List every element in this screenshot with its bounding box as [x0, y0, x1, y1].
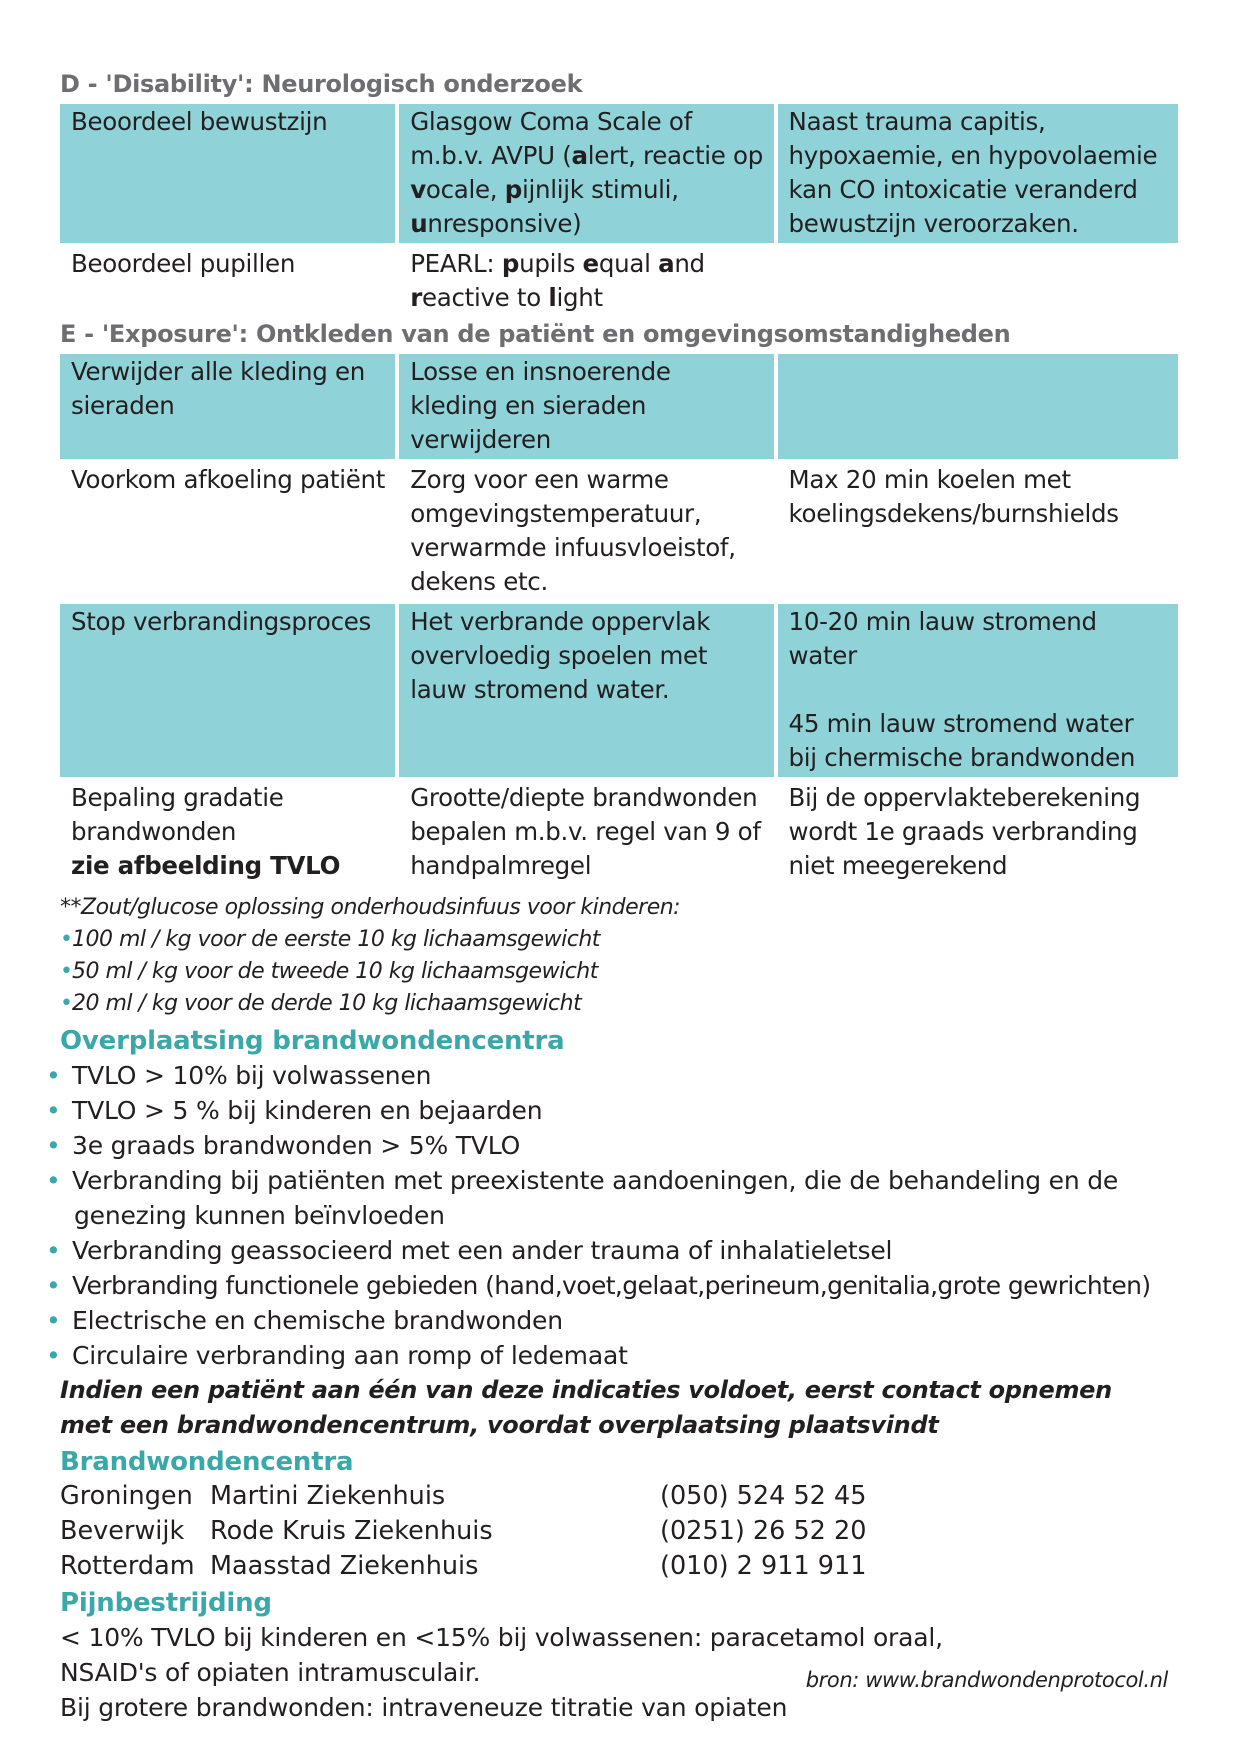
table-cell: Glasgow Coma Scale of m.b.v. AVPU (alert, reactie op vocale, pijnlijk stimuli, unresponsive): [399, 104, 773, 243]
bullet-icon: •: [46, 1271, 61, 1300]
centre-hospital: Maasstad Ziekenhuis: [210, 1551, 479, 1581]
cell-line: Bepaling gradatie brandwonden: [71, 783, 284, 846]
table-row: [60, 780, 1178, 885]
centre-row: [60, 1479, 1190, 1514]
centre-phone: (010) 2 911 911: [660, 1551, 867, 1581]
table-row: [60, 604, 1178, 777]
centres-section: [60, 1445, 1190, 1584]
bullet-icon: •: [60, 959, 73, 984]
list-item: • TVLO > 10% bij volwassenen: [60, 1058, 1190, 1093]
centre-hospital: Martini Ziekenhuis: [210, 1481, 446, 1511]
table-cell: Beoordeel pupillen: [71, 249, 296, 278]
list-item: • 3e graads brandwonden > 5% TVLO: [60, 1128, 1190, 1163]
centre-city: Groningen: [60, 1481, 193, 1511]
table-cell: Voorkom afkoeling patiënt: [71, 465, 386, 494]
table-row: [60, 246, 1178, 317]
table-cell: Max 20 min koelen met koelingsdekens/burnshields: [788, 465, 1119, 528]
centre-row: [60, 1549, 1190, 1584]
centre-row: [60, 1514, 1190, 1549]
table-row: [60, 354, 1178, 459]
bullet-icon: •: [46, 1096, 61, 1125]
table-cell: Grootte/diepte brandwonden bepalen m.b.v. regel van 9 of handpalmregel: [410, 783, 761, 880]
table-cell: Bij de oppervlakteberekening wordt 1e graads verbranding niet meegerekend: [788, 783, 1141, 880]
bullet-icon: •: [46, 1306, 61, 1335]
list-item: • Verbranding geassocieerd met een ander trauma of inhalatieletsel: [60, 1233, 1190, 1268]
centres-heading: Brandwondencentra: [60, 1447, 354, 1477]
table-cell: Naast trauma capitis, hypoxaemie, en hypovolaemie kan CO intoxicatie veranderd bewustzijn veroorzaken.: [778, 104, 1178, 243]
bullet-icon: •: [46, 1341, 61, 1370]
transfer-section: [46, 1024, 1190, 1443]
bullet-icon: •: [46, 1166, 61, 1195]
table-cell: [778, 354, 1178, 459]
transfer-heading: Overplaatsing brandwondencentra: [60, 1026, 565, 1056]
cell-line-bold: zie afbeelding TVLO: [71, 851, 341, 880]
centre-city: Beverwijk: [60, 1516, 185, 1546]
list-item: •20 ml / kg voor de derde 10 kg lichaamsgewicht: [60, 988, 1190, 1020]
bullet-icon: •: [60, 927, 73, 952]
section-d-heading: D - 'Disability': Neurologisch onderzoek: [60, 70, 583, 98]
centre-phone: (0251) 26 52 20: [660, 1516, 867, 1546]
table-cell: Losse en insnoerende kleding en sieraden verwijderen: [399, 354, 773, 459]
table-cell: [60, 780, 395, 885]
cell-spacer: [789, 673, 1168, 707]
pain-line: Bij grotere brandwonden: intraveneuze titratie van opiaten: [60, 1693, 788, 1722]
list-item: • TVLO > 5 % bij kinderen en bejaarden: [60, 1093, 1190, 1128]
list-item: •50 ml / kg voor de tweede 10 kg lichaamsgewicht: [60, 956, 1190, 988]
centre-hospital: Rode Kruis Ziekenhuis: [210, 1516, 493, 1546]
table-cell: Het verbrande oppervlak overvloedig spoelen met lauw stromend water.: [399, 604, 773, 777]
table-cell: PEARL: pupils equal and reactive to light: [410, 249, 705, 312]
section-e-heading: E - 'Exposure': Ontkleden van de patiënt en omgevingsomstandigheden: [60, 320, 1011, 348]
table-cell: Stop verbrandingsproces: [60, 604, 395, 777]
section-d-table: [56, 101, 1182, 320]
cell-line: 10-20 min lauw stromend water: [788, 607, 1097, 670]
table-row: [60, 462, 1178, 601]
centre-phone: (050) 524 52 45: [660, 1481, 867, 1511]
table-cell: [778, 246, 1178, 317]
bullet-icon: •: [60, 991, 73, 1016]
pain-line: < 10% TVLO bij kinderen en <15% bij volwassenen: paracetamol oraal, NSAID's of opiaten intramusculair.: [60, 1623, 943, 1687]
list-item: • Verbranding functionele gebieden (hand,voet,gelaat,perineum,genitalia,grote gewrichten): [60, 1268, 1190, 1303]
bullet-icon: •: [46, 1131, 61, 1160]
list-item: • Verbranding bij patiënten met preexistente aandoeningen, die de behandeling en de genezing kunnen beïnvloeden: [60, 1163, 1190, 1233]
table-cell: Verwijder alle kleding en sieraden: [60, 354, 395, 459]
centre-city: Rotterdam: [60, 1551, 195, 1581]
section-e-table: [56, 351, 1182, 888]
list-item: • Electrische en chemische brandwonden: [60, 1303, 1190, 1338]
transfer-emphasis: Indien een patiënt aan één van deze indicaties voldoet, eerst contact opnemen met een brandwondencentrum, voordat overplaatsing plaatsvindt: [60, 1376, 1112, 1439]
source-citation: bron: www.brandwondenprotocol.nl: [805, 1668, 1168, 1692]
infusion-notes: [60, 892, 1190, 1020]
table-cell: Zorg voor een warme omgevingstemperatuur, verwarmde infuusvloeistof, dekens etc.: [410, 465, 736, 596]
centres-list: [60, 1479, 1190, 1584]
table-cell: [778, 604, 1178, 777]
list-item: • Circulaire verbranding aan romp of ledemaat: [60, 1338, 1190, 1373]
bullet-icon: •: [46, 1061, 61, 1090]
pain-heading: Pijnbestrijding: [60, 1588, 272, 1618]
list-item: •100 ml / kg voor de eerste 10 kg lichaamsgewicht: [60, 924, 1190, 956]
pain-section: [60, 1586, 1190, 1725]
cell-line: 45 min lauw stromend water bij chermische brandwonden: [788, 709, 1136, 772]
table-row: [60, 104, 1178, 243]
table-cell: Beoordeel bewustzijn: [60, 104, 395, 243]
document-page: [46, 68, 1190, 1725]
notes-title: **Zout/glucose oplossing onderhoudsinfuus voor kinderen:: [60, 895, 681, 920]
bullet-icon: •: [46, 1236, 61, 1265]
